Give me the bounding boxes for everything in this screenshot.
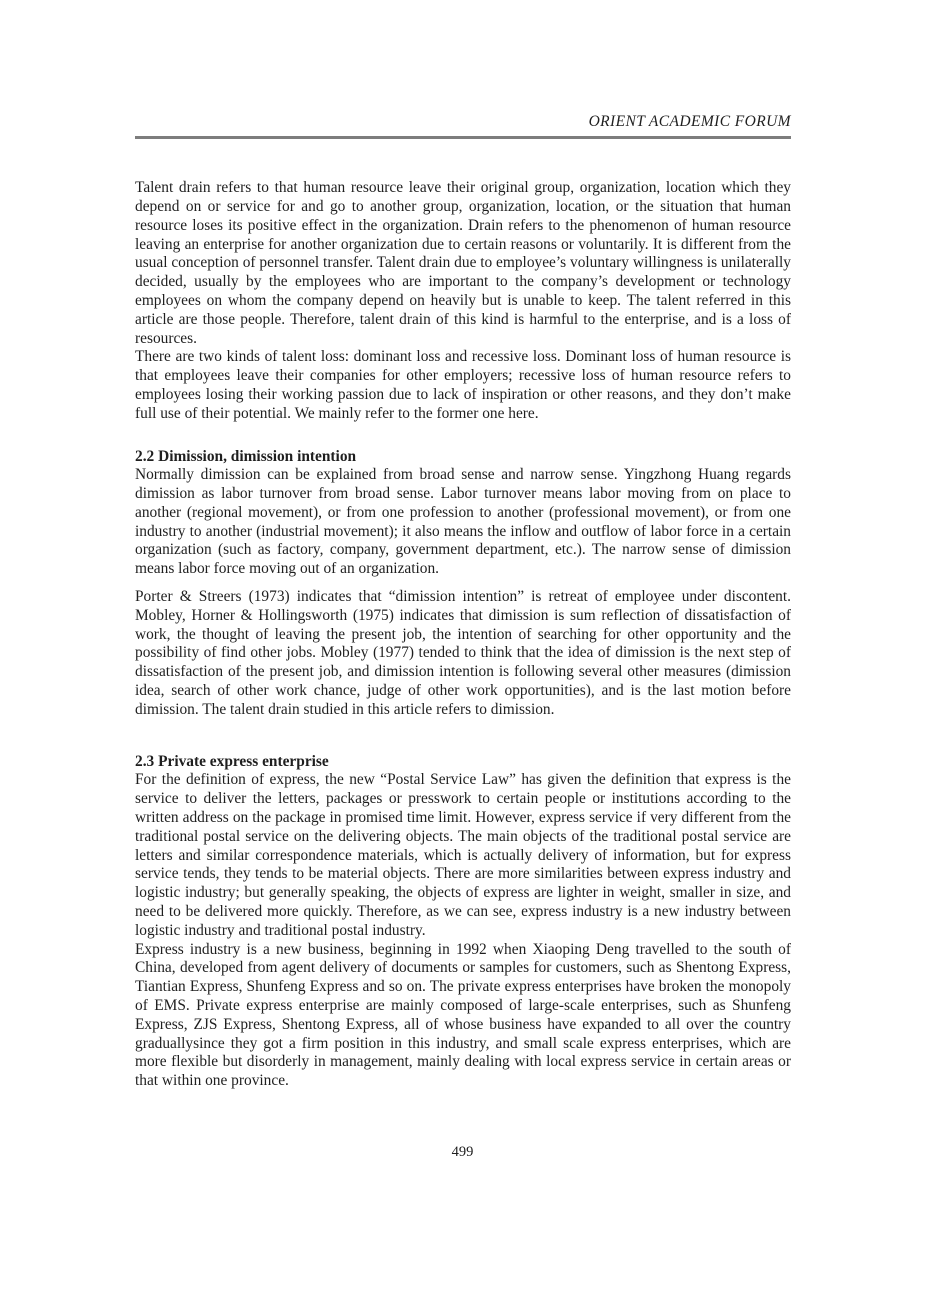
header-rule [135, 136, 791, 139]
paragraph-dimission-broad-narrow-sense: Normally dimission can be explained from broad sense and narrow sense. Yingzhong Huang regards dimission as labor turnover from broad sense. Labor turnover means labor moving from on place to another (regional movement), or from one profession to another (professional movement), or from one industry to another (industrial movement); it also means the inflow and outflow of labor force in a certain organization (such as factory, company, government department, etc.). The narrow sense of dimission means labor force moving out of an organization. [135, 466, 791, 578]
section-heading-2-2-dimission: 2.2 Dimission, dimission intention [135, 447, 357, 465]
paragraph-express-definition: For the definition of express, the new “Postal Service Law” has given the definition that express is the service to deliver the letters, packages or presswork to certain people or institutions according to the written address on the package in promised time limit. However, express service if very different from the traditional postal service on the delivering objects. The main objects of the traditional postal service are letters and similar correspondence materials, which is actually delivery of information, but for express service tends, they tends to be material objects. There are more similarities between express industry and logistic industry; but generally speaking, the objects of express are lighter in weight, smaller in size, and need to be delivered more quickly. Therefore, as we can see, express industry is a new industry between logistic industry and traditional postal industry. [135, 771, 791, 939]
paragraph-dimission-intention-literature: Porter & Streers (1973) indicates that “dimission intention” is retreat of employee under discontent. Mobley, Horner & Hollingsworth (1975) indicates that dimission is sum reflection of dissatisfaction of work, the thought of leaving the present job, the intention of searching for other opportunity and the possibility of find other jobs. Mobley (1977) tended to think that the idea of dimission is the next step of dissatisfaction of the present job, and dimission intention is following several other measures (dimission idea, search of other work chance, judge of other work opportunities), and is the last motion before dimission. The talent drain studied in this article refers to dimission. [135, 588, 791, 718]
section-heading-2-3-private-express: 2.3 Private express enterprise [135, 752, 329, 770]
paragraph-talent-drain-definition: Talent drain refers to that human resource leave their original group, organization, location which they depend on or service for and go to another group, organization, location, or the situation that human resource loses its positive effect in the organization. Drain refers to the phenomenon of human resource leaving an enterprise for another organization due to certain reasons or voluntarily. It is different from the usual conception of personnel transfer. Talent drain due to employee’s voluntary willingness is unilaterally decided, usually by the employees who are important to the company’s development or technology employees on whom the company depend on heavily but is unable to keep. The talent referred in this article are those people. Therefore, talent drain of this kind is harmful to the enterprise, and is a loss of resources. [135, 179, 791, 347]
page-footer [0, 1143, 925, 1161]
page-header [135, 0, 791, 139]
journal-title: ORIENT ACADEMIC FORUM [588, 113, 791, 130]
page-number: 499 [451, 1144, 474, 1160]
paragraph-two-kinds-of-talent-loss: There are two kinds of talent loss: dominant loss and recessive loss. Dominant loss of human resource is that employees leave their companies for other employers; recessive loss of human resource refers to employees losing their working passion due to lack of inspiration or other reasons, and they don’t make full use of their potential. We mainly refer to the former one here. [135, 348, 791, 422]
document-body [135, 179, 791, 1091]
paragraph-express-industry-history: Express industry is a new business, beginning in 1992 when Xiaoping Deng travelled to the south of China, developed from agent delivery of documents or samples for customers, such as Shentong Express, Tiantian Express, Shunfeng Express and so on. The private express enterprises have broken the monopoly of EMS. Private express enterprise are mainly composed of large-scale enterprises, such as Shunfeng Express, ZJS Express, Shentong Express, all of whose business have expanded to all over the country graduallysince they got a firm position in this industry, and small scale express enterprises, which are more flexible but disorderly in management, mainly dealing with local express service in certain areas or that within one province. [135, 940, 791, 1090]
